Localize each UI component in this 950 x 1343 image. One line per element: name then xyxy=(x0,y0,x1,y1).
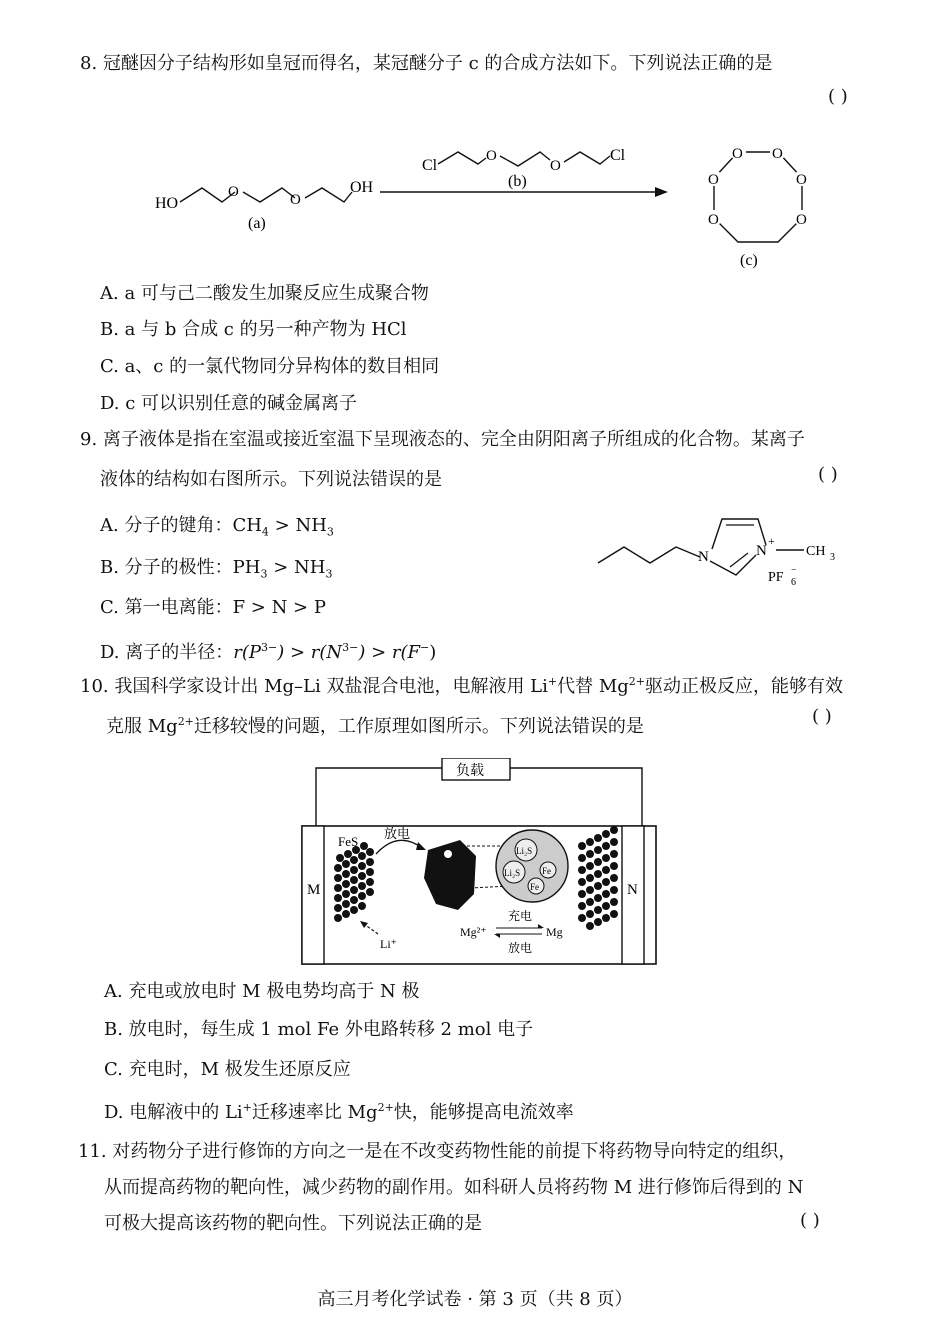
svg-text:Li₂S: Li₂S xyxy=(516,846,533,856)
q9-stem-line1: 9. 离子液体是指在室温或接近室温下呈现液态的、完全由阴阳离子所组成的化合物。某离子 xyxy=(80,429,805,450)
b-label: (b) xyxy=(508,173,527,190)
q11-answer-paren: ( ) xyxy=(800,1210,820,1231)
q8-option-c: C. a、c 的一氯代物同分异构体的数目相同 xyxy=(100,356,440,377)
svg-text:O: O xyxy=(708,172,719,188)
svg-text:CH: CH xyxy=(806,544,826,559)
b-o1: O xyxy=(486,148,497,164)
q9-option-a: A. 分子的键角：$CH_4 > NH_3$ xyxy=(100,515,334,539)
b-o2: O xyxy=(550,158,561,174)
b-cl2: Cl xyxy=(610,147,626,164)
q9-option-c: C. 第一电离能：F > N > P xyxy=(100,597,326,618)
svg-text:负载: 负载 xyxy=(456,764,484,779)
q11-stem-line1: 11. 对药物分子进行修饰的方向之一是在不改变药物性能的前提下将药物导向特定的组织， xyxy=(78,1141,797,1162)
svg-text:FeS: FeS xyxy=(338,834,359,849)
svg-text:Li⁺: Li⁺ xyxy=(380,937,397,951)
q10-option-a: A. 充电或放电时 M 极电势均高于 N 极 xyxy=(104,981,420,1002)
q11-stem-line2: 从而提高药物的靶向性，减少药物的副作用。如科研人员将药物 M 进行修饰后得到的 N xyxy=(104,1177,804,1198)
svg-text:放电: 放电 xyxy=(384,826,411,841)
q8-option-d: D. c 可以识别任意的碱金属离子 xyxy=(100,393,358,414)
q11-stem-line3: 可极大提高该药物的靶向性。下列说法正确的是 xyxy=(104,1213,482,1234)
svg-text:N: N xyxy=(627,882,638,898)
svg-text:N: N xyxy=(756,543,767,559)
q8-synthesis-figure xyxy=(140,130,840,275)
svg-text:Li₂S: Li₂S xyxy=(504,868,521,878)
svg-text:+: + xyxy=(768,534,775,548)
q10-answer-paren: ( ) xyxy=(812,706,832,727)
q8-stem: 8. 冠醚因分子结构形如皇冠而得名，某冠醚分子 c 的合成方法如下。下列说法正确的是 xyxy=(80,53,773,74)
svg-text:Mg: Mg xyxy=(546,925,563,939)
a-oh: OH xyxy=(350,179,374,196)
svg-text:N: N xyxy=(698,549,709,565)
svg-text:放电: 放电 xyxy=(508,941,533,955)
q8-answer-paren: ( ) xyxy=(828,86,848,107)
q8-option-a: A. a 可与己二酸发生加聚反应生成聚合物 xyxy=(100,283,429,304)
q10-battery-diagram xyxy=(298,758,660,968)
svg-text:Fe: Fe xyxy=(530,882,539,892)
svg-text:O: O xyxy=(796,212,807,228)
q9-stem-line2: 液体的结构如右图所示。下列说法错误的是 xyxy=(100,469,442,490)
svg-text:−: − xyxy=(791,565,797,576)
svg-text:O: O xyxy=(708,212,719,228)
q10-option-c: C. 充电时，M 极发生还原反应 xyxy=(104,1059,351,1080)
svg-text:O: O xyxy=(796,172,807,188)
b-cl1: Cl xyxy=(422,157,438,174)
svg-text:O: O xyxy=(772,146,783,162)
svg-text:Mg²⁺: Mg²⁺ xyxy=(460,925,487,939)
a-o2: O xyxy=(290,192,301,208)
q10-stem-line2: 克服 $Mg^{2+}$迁移较慢的问题，工作原理如图所示。下列说法错误的是 xyxy=(106,715,644,737)
q9-answer-paren: ( ) xyxy=(818,464,838,485)
svg-text:Fe: Fe xyxy=(542,866,551,876)
a-o1: O xyxy=(228,184,239,200)
q10-option-d: D. 电解液中的 Li+迁移速率比 $Mg^{2+}$快，能够提高电流效率 xyxy=(104,1101,574,1123)
page-footer: 高三月考化学试卷 · 第 3 页（共 8 页） xyxy=(317,1289,633,1310)
svg-text:O: O xyxy=(732,146,743,162)
q8-option-b: B. a 与 b 合成 c 的另一种产物为 HCl xyxy=(100,319,407,340)
q9-option-d: D. 离子的半径：$r(P^{3-}) > r(N^{3-}) > r(F^-)$ xyxy=(100,641,437,663)
svg-text:充电: 充电 xyxy=(508,909,533,923)
svg-text:M: M xyxy=(307,882,321,898)
c-label: (c) xyxy=(740,252,758,269)
a-label: (a) xyxy=(248,215,266,232)
svg-text:6: 6 xyxy=(791,577,796,588)
q10-stem-line1: 10. 我国科学家设计出 Mg–Li 双盐混合电池，电解液用 Li+代替 $Mg^{2+}$驱动正极反应，能够有效 xyxy=(80,675,844,697)
a-ho: HO xyxy=(155,195,179,212)
q9-ionic-liquid-structure xyxy=(590,505,850,595)
q10-option-b: B. 放电时，每生成 1 mol Fe 外电路转移 2 mol 电子 xyxy=(104,1019,534,1040)
q9-option-b: B. 分子的极性：$PH_3 > NH_3$ xyxy=(100,557,333,581)
svg-text:3: 3 xyxy=(830,552,835,563)
svg-text:PF: PF xyxy=(768,570,784,585)
